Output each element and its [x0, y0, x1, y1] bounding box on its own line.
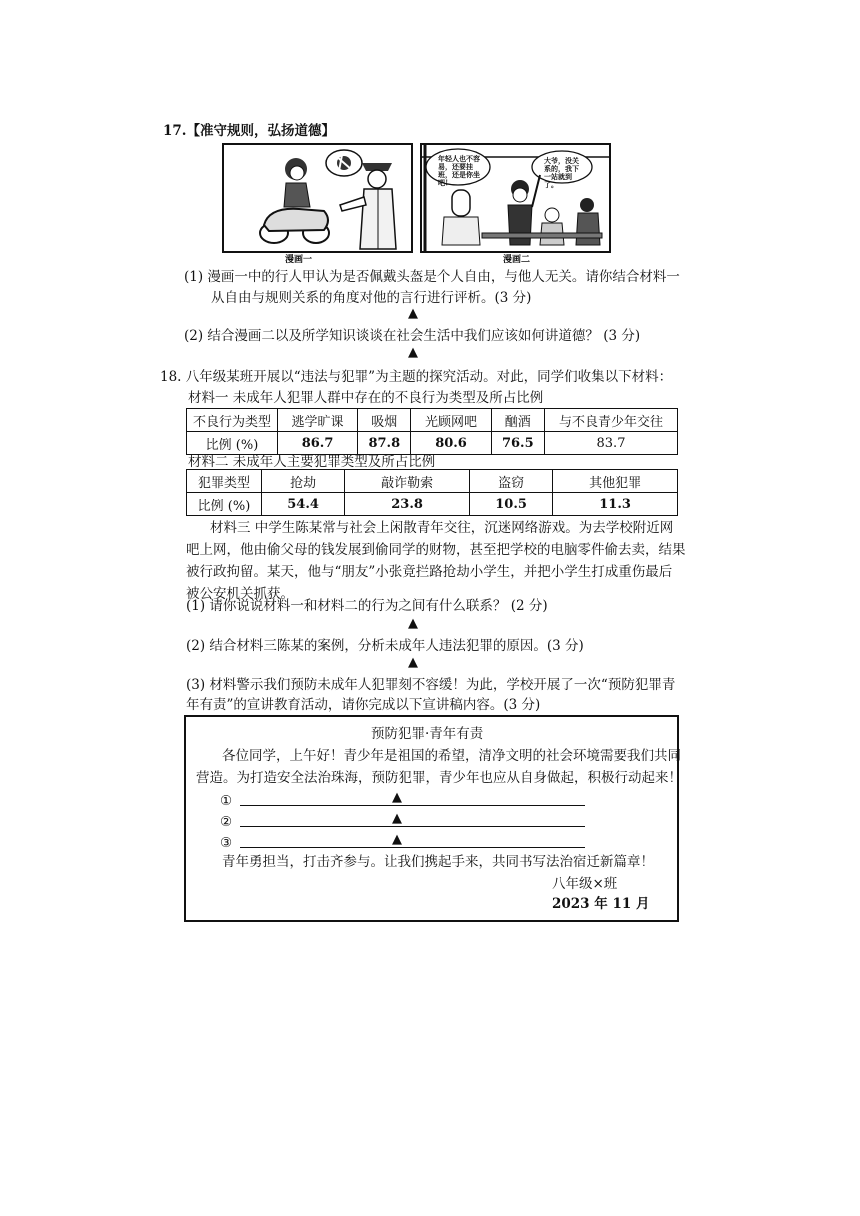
comic-one	[222, 143, 413, 253]
table-cell: 83.7	[545, 432, 678, 455]
material3-line: 吧上网，他由偷父母的钱发展到偷同学的财物，甚至把学校的电脑零件偷去卖，结果	[186, 542, 686, 558]
table-cell: 23.8	[345, 493, 470, 516]
speech-date: 2023 年 11 月	[552, 896, 650, 912]
material2-title: 材料二 未成年人主要犯罪类型及所占比例	[188, 454, 436, 470]
table-cell: 76.5	[491, 432, 544, 455]
speech-signature: 八年级×班	[552, 876, 618, 892]
q17-sub1-line1: (1) 漫画一中的行人甲认为是否佩戴头盔是个人自由，与他人无关。请你结合材料一	[184, 269, 680, 285]
q17-heading: 17.【准守规则，弘扬道德】	[163, 123, 335, 139]
table-header-cell: 逃学旷课	[278, 409, 358, 432]
q18-sub2: (2) 结合材料三陈某的案例，分析未成年人违法犯罪的原因。(3 分)	[186, 638, 584, 654]
answer-line[interactable]	[240, 805, 585, 806]
answer-mark[interactable]: ▲	[408, 345, 418, 360]
table-cell: 11.3	[553, 493, 678, 516]
table-bad-behaviors	[186, 408, 678, 455]
row-label: 犯罪类型	[187, 470, 262, 493]
row-label: 比例 (%)	[187, 432, 278, 455]
table-cell: 86.7	[278, 432, 358, 455]
table-header-cell: 其他犯罪	[553, 470, 678, 493]
q18-sub3-line2: 年有责”的宣讲教育活动，请你完成以下宣讲稿内容。(3 分)	[186, 697, 541, 713]
row-label: 不良行为类型	[187, 409, 278, 432]
comic-two-caption: 漫画二	[503, 255, 531, 265]
table-header-cell: 光顾网吧	[411, 409, 491, 432]
table-row	[187, 470, 678, 493]
blank-number: ①	[220, 793, 233, 809]
table-header-cell: 盗窃	[469, 470, 552, 493]
answer-mark[interactable]: ▲	[392, 832, 402, 847]
row-label: 比例 (%)	[187, 493, 262, 516]
speech-para-line: 营造。为打造安全法治珠海，预防犯罪，青少年也应从自身做起，积极行动起来！	[196, 770, 682, 786]
q18-sub1: (1) 请你说说材料一和材料二的行为之间有什么联系？ (2 分)	[186, 598, 548, 614]
comic-two-bubble-right: 大爷，没关系的，我下一站就到了。	[544, 156, 579, 189]
blank-number: ③	[220, 835, 233, 851]
speech-title: 预防犯罪·青年有责	[371, 726, 484, 742]
answer-mark[interactable]: ▲	[408, 306, 418, 321]
comic-two-bubble-left: 年轻人也不容易，还要挂班，还是你坐吧！	[438, 154, 480, 187]
material3-line: 被行政拘留。某天，他与“朋友”小张竟拦路抢劫小学生，并把小学生打成重伤最后	[186, 564, 673, 580]
comic-one-caption: 漫画一	[285, 255, 313, 265]
q18-sub3-line1: (3) 材料警示我们预防未成年人犯罪刻不容缓！为此，学校开展了一次“预防犯罪青	[186, 677, 676, 693]
table-cell: 80.6	[411, 432, 491, 455]
speech-para-line: 各位同学，上午好！青少年是祖国的希望，清净文明的社会环境需要我们共同	[222, 748, 681, 764]
material3-line: 被公安机关抓获。	[186, 586, 294, 602]
answer-mark[interactable]: ▲	[392, 811, 402, 826]
table-header-cell: 抢劫	[262, 470, 345, 493]
material3-line: 材料三 中学生陈某常与社会上闲散青年交往，沉迷网络游戏。为去学校附近网	[210, 520, 674, 536]
speech-box	[184, 715, 682, 922]
table-cell: 87.8	[358, 432, 411, 455]
answer-mark[interactable]: ▲	[392, 790, 402, 805]
table-header-cell: 酗酒	[491, 409, 544, 432]
material1-title: 材料一 未成年人犯罪人群中存在的不良行为类型及所占比例	[188, 390, 544, 406]
comic-two	[420, 143, 611, 253]
table-header-cell: 敲诈勒索	[345, 470, 470, 493]
comic-one-illustration	[224, 145, 411, 251]
table-crime-types	[186, 469, 678, 516]
q17-sub2: (2) 结合漫画二以及所学知识谈谈在社会生活中我们应该如何讲道德？ (3 分)	[184, 328, 641, 344]
blank-number: ②	[220, 814, 233, 830]
q17-sub1-line2: 从自由与规则关系的角度对他的言行进行评析。(3 分)	[211, 290, 532, 306]
table-header-cell: 吸烟	[358, 409, 411, 432]
answer-mark[interactable]: ▲	[408, 616, 418, 631]
answer-line[interactable]	[240, 847, 585, 848]
table-cell: 10.5	[469, 493, 552, 516]
answer-mark[interactable]: ▲	[408, 655, 418, 670]
q18-intro: 18. 八年级某班开展以“违法与犯罪”为主题的探究活动。对此，同学们收集以下材料：	[160, 369, 673, 385]
table-header-cell: 与不良青少年交往	[545, 409, 678, 432]
table-row	[187, 409, 678, 432]
answer-line[interactable]	[240, 826, 585, 827]
speech-closing: 青年勇担当，打击齐参与。让我们携起手来，共同书写法治宿迁新篇章！	[222, 854, 654, 870]
table-row	[187, 493, 678, 516]
table-cell: 54.4	[262, 493, 345, 516]
